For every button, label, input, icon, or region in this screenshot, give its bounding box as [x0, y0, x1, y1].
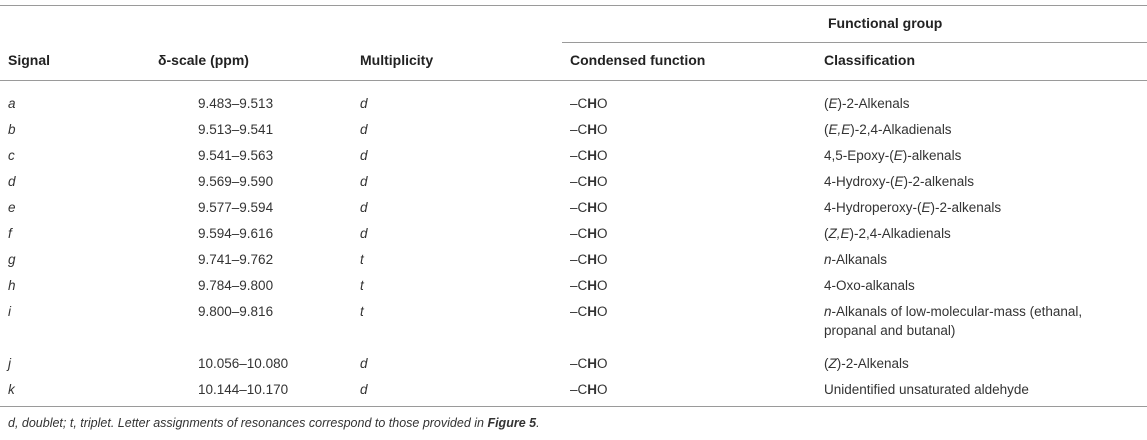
classification-cell — [824, 276, 1134, 295]
classification-part: E — [921, 200, 931, 215]
signal-cell: b — [8, 122, 16, 137]
function-prefix: –C — [570, 200, 588, 215]
delta-range-cell: 9.800–9.816 — [198, 304, 274, 319]
classification-cell — [824, 94, 1134, 113]
classification-part: Unidentified unsaturated aldehyde — [824, 382, 1029, 397]
function-prefix: –C — [570, 356, 588, 371]
footnote-end: . — [536, 416, 540, 430]
function-suffix: O — [597, 200, 608, 215]
multiplicity-cell: d — [360, 148, 368, 163]
footnote — [8, 416, 540, 430]
condensed-function-cell — [570, 120, 608, 139]
col-header-delta-scale: δ-scale (ppm) — [158, 52, 249, 68]
classification-part: n — [824, 304, 832, 319]
classification-cell — [824, 250, 1134, 269]
classification-cell — [824, 354, 1134, 373]
bottom-rule — [0, 406, 1147, 407]
function-bold-h: H — [587, 96, 598, 111]
classification-part: ( — [824, 96, 829, 111]
footnote-text: d, doublet; t, triplet. Letter assignments of resonances correspond to those provided in — [8, 416, 488, 430]
signal-cell: f — [8, 226, 12, 241]
classification-part: -Alkanals of low-molecular-mass (ethanal, propanal and butanal) — [824, 304, 1083, 338]
function-suffix: O — [597, 96, 608, 111]
condensed-function-cell — [570, 354, 608, 373]
classification-part: Z,E — [828, 226, 850, 241]
function-suffix: O — [597, 174, 608, 189]
classification-part: E,E — [828, 122, 851, 137]
classification-cell — [824, 120, 1134, 139]
classification-part: ( — [824, 356, 829, 371]
classification-part: )-2-alkenals — [930, 200, 1002, 215]
function-prefix: –C — [570, 122, 588, 137]
condensed-function-cell — [570, 250, 608, 269]
classification-part: E — [894, 174, 904, 189]
delta-range-cell: 9.483–9.513 — [198, 96, 274, 111]
classification-part: ( — [824, 226, 829, 241]
function-prefix: –C — [570, 148, 588, 163]
condensed-function-cell — [570, 302, 608, 321]
function-prefix: –C — [570, 226, 588, 241]
multiplicity-cell: t — [360, 278, 364, 293]
function-prefix: –C — [570, 252, 588, 267]
classification-cell — [824, 380, 1134, 399]
function-bold-h: H — [587, 304, 598, 319]
condensed-function-cell — [570, 198, 608, 217]
multiplicity-cell: d — [360, 122, 368, 137]
classification-part: )-2-alkenals — [903, 174, 975, 189]
condensed-function-cell — [570, 276, 608, 295]
delta-range-cell: 9.741–9.762 — [198, 252, 274, 267]
signal-cell: g — [8, 252, 16, 267]
delta-range-cell: 9.569–9.590 — [198, 174, 274, 189]
function-prefix: –C — [570, 304, 588, 319]
signal-cell: k — [8, 382, 15, 397]
classification-part: -Alkanals — [831, 252, 888, 267]
condensed-function-cell — [570, 146, 608, 165]
function-bold-h: H — [587, 252, 598, 267]
function-suffix: O — [597, 252, 608, 267]
condensed-function-cell — [570, 172, 608, 191]
signal-cell: a — [8, 96, 16, 111]
function-prefix: –C — [570, 278, 588, 293]
classification-part: )-2-Alkenals — [837, 96, 910, 111]
function-suffix: O — [597, 226, 608, 241]
multiplicity-cell: d — [360, 96, 368, 111]
classification-cell — [824, 302, 1134, 340]
classification-cell — [824, 198, 1134, 217]
function-bold-h: H — [587, 174, 598, 189]
function-bold-h: H — [587, 226, 598, 241]
function-bold-h: H — [587, 356, 598, 371]
delta-range-cell: 9.513–9.541 — [198, 122, 274, 137]
classification-part: 4,5-Epoxy-( — [824, 148, 894, 163]
classification-part: )-2,4-Alkadienals — [850, 122, 952, 137]
multiplicity-cell: d — [360, 200, 368, 215]
classification-cell — [824, 224, 1134, 243]
function-suffix: O — [597, 122, 608, 137]
col-header-condensed-function: Condensed function — [570, 52, 706, 68]
classification-part: 4-Hydroxy-( — [824, 174, 895, 189]
signal-cell: d — [8, 174, 16, 189]
functional-group-header: Functional group — [828, 15, 943, 31]
delta-range-cell: 10.144–10.170 — [198, 382, 289, 397]
classification-cell — [824, 172, 1134, 191]
function-suffix: O — [597, 304, 608, 319]
signal-cell: j — [8, 356, 11, 371]
delta-range-cell: 9.594–9.616 — [198, 226, 274, 241]
multiplicity-cell: d — [360, 174, 368, 189]
classification-part: 4-Hydroperoxy-( — [824, 200, 922, 215]
classification-part: 4-Oxo-alkanals — [824, 278, 915, 293]
header-rule — [0, 80, 1147, 81]
classification-part: ( — [824, 122, 829, 137]
signal-cell: h — [8, 278, 16, 293]
function-suffix: O — [597, 382, 608, 397]
function-suffix: O — [597, 356, 608, 371]
function-prefix: –C — [570, 382, 588, 397]
delta-range-cell: 9.577–9.594 — [198, 200, 274, 215]
classification-part: E — [828, 96, 838, 111]
multiplicity-cell: d — [360, 382, 368, 397]
footnote-figure-ref: Figure 5 — [487, 416, 537, 430]
top-rule — [0, 5, 1147, 6]
multiplicity-cell: d — [360, 226, 368, 241]
classification-part: n — [824, 252, 832, 267]
function-prefix: –C — [570, 96, 588, 111]
function-prefix: –C — [570, 174, 588, 189]
classification-part: )-alkenals — [902, 148, 962, 163]
function-bold-h: H — [587, 148, 598, 163]
classification-part: )-2-Alkenals — [836, 356, 909, 371]
function-suffix: O — [597, 148, 608, 163]
condensed-function-cell — [570, 380, 608, 399]
col-header-multiplicity: Multiplicity — [360, 52, 434, 68]
signal-cell: c — [8, 148, 15, 163]
col-header-classification: Classification — [824, 52, 916, 68]
condensed-function-cell — [570, 94, 608, 113]
multiplicity-cell: d — [360, 356, 368, 371]
delta-range-cell: 9.541–9.563 — [198, 148, 274, 163]
function-suffix: O — [597, 278, 608, 293]
function-bold-h: H — [587, 278, 598, 293]
delta-range-cell: 9.784–9.800 — [198, 278, 274, 293]
function-bold-h: H — [587, 200, 598, 215]
function-bold-h: H — [587, 122, 598, 137]
classification-part: Z — [828, 356, 837, 371]
signal-cell: e — [8, 200, 16, 215]
classification-cell — [824, 146, 1134, 165]
classification-part: E — [893, 148, 903, 163]
group-underline — [562, 42, 1147, 43]
delta-range-cell: 10.056–10.080 — [198, 356, 289, 371]
multiplicity-cell: t — [360, 304, 364, 319]
condensed-function-cell — [570, 224, 608, 243]
signal-cell: i — [8, 304, 11, 319]
function-bold-h: H — [587, 382, 598, 397]
col-header-signal: Signal — [8, 52, 51, 68]
classification-part: )-2,4-Alkadienals — [849, 226, 951, 241]
multiplicity-cell: t — [360, 252, 364, 267]
